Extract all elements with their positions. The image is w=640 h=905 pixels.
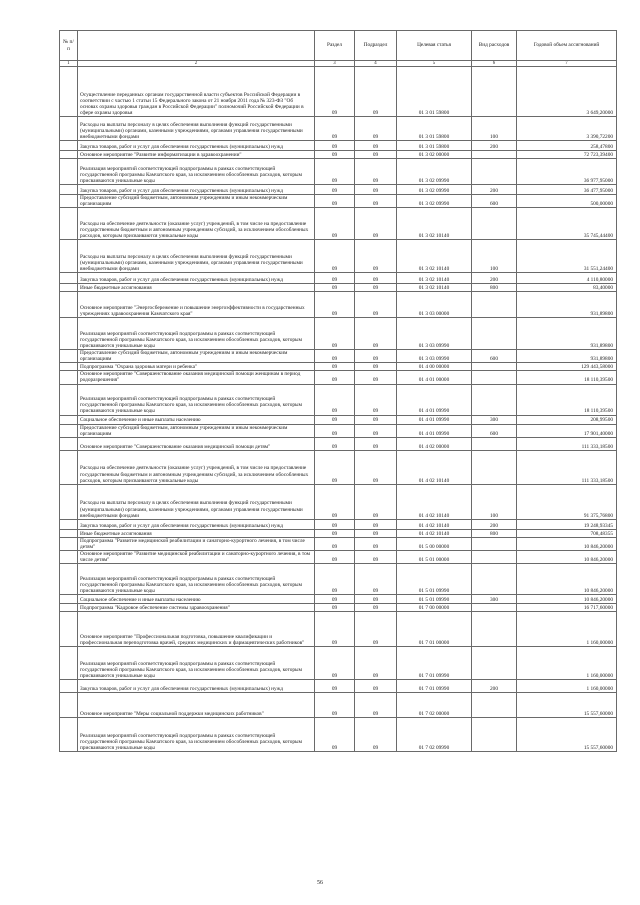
row-razdel: 09 [315, 292, 355, 318]
table-row [60, 318, 617, 350]
row-article: 01 3 02 09990 [397, 185, 472, 195]
row-amount: 35 745,44400 [517, 208, 617, 240]
row-podrazdel: 09 [355, 384, 397, 415]
table-row [60, 208, 617, 240]
row-amount: 208,99500 [517, 415, 617, 424]
row-amount: 3 649,20000 [517, 67, 617, 117]
row-article: 01 4 02 10140 [397, 519, 472, 529]
row-podrazdel: 09 [355, 604, 397, 612]
row-article: 01 4 01 09990 [397, 384, 472, 415]
row-number-cell [60, 350, 78, 363]
row-razdel: 09 [315, 680, 355, 693]
table-row [60, 185, 617, 195]
row-vid [472, 67, 517, 117]
header-cell: № п/п [60, 31, 78, 61]
row-number-cell [60, 240, 78, 273]
table-row [60, 159, 617, 185]
row-vid: 100 [472, 484, 517, 519]
row-description: Расходы на выплаты персоналу в целях обеспечения выполнения функций государственными (муниципальными) органами, казенными учреждениями, органами управления государственными внебюджетными фондами [78, 117, 315, 141]
table-row [60, 384, 617, 415]
row-number-cell [60, 680, 78, 693]
row-razdel: 09 [315, 273, 355, 284]
row-podrazdel: 09 [355, 67, 397, 117]
row-number-cell [60, 595, 78, 604]
row-amount: 18 110,39500 [517, 371, 617, 384]
row-razdel: 09 [315, 318, 355, 350]
table-row [60, 350, 617, 363]
row-razdel: 09 [315, 384, 355, 415]
row-vid: 200 [472, 185, 517, 195]
row-podrazdel: 09 [355, 159, 397, 185]
row-article: 01 4 00 00000 [397, 363, 472, 371]
row-article: 01 5 01 09990 [397, 595, 472, 604]
appropriations-table [59, 30, 617, 752]
row-vid [472, 604, 517, 612]
row-vid: 200 [472, 519, 517, 529]
row-number-cell [60, 519, 78, 529]
row-number-cell [60, 185, 78, 195]
row-amount: 10 846,20000 [517, 595, 617, 604]
row-amount: 931,89800 [517, 350, 617, 363]
table-row [60, 363, 617, 371]
table-row [60, 424, 617, 437]
row-podrazdel: 09 [355, 612, 397, 647]
row-razdel: 09 [315, 612, 355, 647]
row-razdel: 09 [315, 240, 355, 273]
row-description: Основное мероприятие "Развитие медицинской реабилитации и санаторно-курортного лечения, в том числе детям" [78, 550, 315, 563]
row-amount: 10 846,20000 [517, 564, 617, 595]
row-podrazdel: 09 [355, 284, 397, 292]
row-vid: 600 [472, 195, 517, 208]
row-vid [472, 151, 517, 159]
row-vid: 300 [472, 595, 517, 604]
table-row [60, 151, 617, 159]
row-description: Социальное обеспечение и иные выплаты населению [78, 595, 315, 604]
row-podrazdel: 09 [355, 371, 397, 384]
row-razdel: 09 [315, 363, 355, 371]
row-podrazdel: 09 [355, 195, 397, 208]
row-description: Расходы на обеспечение деятельности (оказание услуг) учреждений, в том числе на предоставление государственным бюджетным и автономным учреждениям субсидий, за исключением обособленных расходов, которым присваиваются уникальные коды [78, 208, 315, 240]
row-number-cell [60, 67, 78, 117]
table-row [60, 693, 617, 718]
row-description: Реализация мероприятий соответствующей подпрограммы в рамках соответствующей государственной программы Камчатского края, за исключением обособленных расходов, которым присваиваются уникальные коды [78, 159, 315, 185]
row-number-cell [60, 141, 78, 151]
row-razdel: 09 [315, 529, 355, 537]
row-description: Расходы на выплаты персоналу в целях обеспечения выполнения функций государственными (муниципальными) органами, казенными учреждениями, органами управления государственными внебюджетными фондами [78, 484, 315, 519]
table-row [60, 647, 617, 680]
row-podrazdel: 09 [355, 519, 397, 529]
row-description: Реализация мероприятий соответствующей подпрограммы в рамках соответствующей государственной программы Камчатского края, за исключением обособленных расходов, которым присваиваются уникальные коды [78, 718, 315, 752]
table-row [60, 604, 617, 612]
row-amount: 10 846,20000 [517, 550, 617, 563]
row-article: 01 3 02 09990 [397, 195, 472, 208]
row-razdel: 09 [315, 647, 355, 680]
row-article: 01 3 01 59800 [397, 67, 472, 117]
column-number: 3 [315, 61, 355, 67]
row-vid [472, 371, 517, 384]
row-number-cell [60, 718, 78, 752]
page-number: 56 [317, 880, 323, 886]
row-razdel: 09 [315, 550, 355, 563]
table-row [60, 529, 617, 537]
column-number: 7 [517, 61, 617, 67]
row-amount: 1 160,00000 [517, 647, 617, 680]
row-number-cell [60, 424, 78, 437]
row-amount: 10 846,20000 [517, 537, 617, 550]
row-razdel: 09 [315, 350, 355, 363]
row-description: Закупка товаров, работ и услуг для обеспечения государственных (муниципальных) нужд [78, 273, 315, 284]
row-podrazdel: 09 [355, 185, 397, 195]
row-razdel: 09 [315, 151, 355, 159]
row-razdel: 09 [315, 284, 355, 292]
row-article: 01 3 02 00000 [397, 151, 472, 159]
column-number: 6 [472, 61, 517, 67]
row-number-cell [60, 384, 78, 415]
row-article: 01 7 01 00000 [397, 612, 472, 647]
row-razdel: 09 [315, 718, 355, 752]
row-razdel: 09 [315, 415, 355, 424]
row-number-cell [60, 537, 78, 550]
row-amount: 19 248,93345 [517, 519, 617, 529]
row-description: Иные бюджетные ассигнования [78, 284, 315, 292]
row-amount: 111 333,18500 [517, 437, 617, 450]
row-description: Предоставление субсидий бюджетным, автономным учреждениям и иным некоммерческим организациям [78, 350, 315, 363]
row-podrazdel: 09 [355, 208, 397, 240]
row-article: 01 3 01 59800 [397, 141, 472, 151]
row-number-cell [60, 159, 78, 185]
row-podrazdel: 09 [355, 680, 397, 693]
row-number-cell [60, 195, 78, 208]
table-row [60, 371, 617, 384]
row-razdel: 09 [315, 208, 355, 240]
row-vid [472, 208, 517, 240]
row-razdel: 09 [315, 437, 355, 450]
row-amount: 708,48355 [517, 529, 617, 537]
row-podrazdel: 09 [355, 350, 397, 363]
row-amount: 931,89800 [517, 318, 617, 350]
row-article: 01 3 01 59800 [397, 117, 472, 141]
row-article: 01 3 03 09990 [397, 350, 472, 363]
table-row [60, 484, 617, 519]
row-razdel: 09 [315, 450, 355, 484]
row-number-cell [60, 363, 78, 371]
row-podrazdel: 09 [355, 437, 397, 450]
table-row [60, 117, 617, 141]
row-amount: 15 557,60000 [517, 693, 617, 718]
row-number-cell [60, 273, 78, 284]
row-podrazdel: 09 [355, 529, 397, 537]
row-vid [472, 363, 517, 371]
table-row [60, 141, 617, 151]
row-description: Расходы на обеспечение деятельности (оказание услуг) учреждений, в том числе на предоставление государственным бюджетным и автономным учреждениям субсидий, за исключением обособленных расходов, которым присваиваются уникальные коды [78, 450, 315, 484]
row-number-cell [60, 550, 78, 563]
row-article: 01 3 02 10140 [397, 273, 472, 284]
row-description: Расходы на выплаты персоналу в целях обеспечения выполнения функций государственными (муниципальными) органами, казенными учреждениями, органами управления государственными внебюджетными фондами [78, 240, 315, 273]
row-podrazdel: 09 [355, 564, 397, 595]
table-row [60, 718, 617, 752]
table-row [60, 564, 617, 595]
row-razdel: 09 [315, 484, 355, 519]
row-podrazdel: 09 [355, 450, 397, 484]
row-amount: 1 160,00000 [517, 680, 617, 693]
row-article: 01 4 01 00000 [397, 371, 472, 384]
row-amount: 16 717,60000 [517, 604, 617, 612]
row-description: Закупка товаров, работ и услуг для обеспечения государственных (муниципальных) нужд [78, 680, 315, 693]
row-amount: 91 375,76800 [517, 484, 617, 519]
row-vid: 100 [472, 240, 517, 273]
row-article: 01 4 02 00000 [397, 437, 472, 450]
row-razdel: 09 [315, 195, 355, 208]
row-podrazdel: 09 [355, 537, 397, 550]
row-description: Предоставление субсидий бюджетным, автономным учреждениям и иным некоммерческим организациям [78, 195, 315, 208]
row-podrazdel: 09 [355, 550, 397, 563]
header-cell [78, 31, 315, 61]
row-razdel: 09 [315, 141, 355, 151]
row-description: Реализация мероприятий соответствующей подпрограммы в рамках соответствующей государственной программы Камчатского края, за исключением обособленных расходов, которым присваиваются уникальные коды [78, 647, 315, 680]
row-vid [472, 159, 517, 185]
row-amount: 72 723,39400 [517, 151, 617, 159]
row-vid: 600 [472, 350, 517, 363]
row-description: Закупка товаров, работ и услуг для обеспечения государственных (муниципальных) нужд [78, 519, 315, 529]
row-vid [472, 292, 517, 318]
row-podrazdel: 09 [355, 424, 397, 437]
row-description: Основное мероприятие "Совершенствование оказания медицинской помощи детям" [78, 437, 315, 450]
row-razdel: 09 [315, 424, 355, 437]
row-amount: 4 110,80000 [517, 273, 617, 284]
row-number-cell [60, 484, 78, 519]
column-number: 1 [60, 61, 78, 67]
row-vid: 300 [472, 415, 517, 424]
row-article: 01 4 02 10140 [397, 529, 472, 537]
row-amount: 18 110,39500 [517, 384, 617, 415]
table-row [60, 550, 617, 563]
row-article: 01 7 02 00000 [397, 693, 472, 718]
row-description: Основное мероприятие "Энергосбережение и повышение энергоэффективности в государственных учреждениях здравоохранения Камчатского края" [78, 292, 315, 318]
header-cell: Годовой объем ассигнований [517, 31, 617, 61]
table-row [60, 67, 617, 117]
column-number: 2 [78, 61, 315, 67]
row-vid [472, 564, 517, 595]
row-description: Закупка товаров, работ и услуг для обеспечения государственных (муниципальных) нужд [78, 185, 315, 195]
row-podrazdel: 09 [355, 117, 397, 141]
row-description: Реализация мероприятий соответствующей подпрограммы в рамках соответствующей государственной программы Камчатского края, за исключением обособленных расходов, которым присваиваются уникальные коды [78, 564, 315, 595]
row-vid [472, 384, 517, 415]
row-vid [472, 612, 517, 647]
row-number-cell [60, 647, 78, 680]
table-body [60, 67, 617, 752]
column-number: 4 [355, 61, 397, 67]
row-vid: 200 [472, 273, 517, 284]
row-razdel: 09 [315, 564, 355, 595]
row-description: Основное мероприятие "Профессиональная подготовка, повышение квалификации и профессиональная переподготовка врачей, средних медицинских и фармацевтических работников" [78, 612, 315, 647]
row-article: 01 3 03 00000 [397, 292, 472, 318]
row-podrazdel: 09 [355, 415, 397, 424]
row-vid [472, 718, 517, 752]
row-podrazdel: 09 [355, 292, 397, 318]
table-row [60, 450, 617, 484]
row-amount: 129 443,58000 [517, 363, 617, 371]
row-amount: 83,40000 [517, 284, 617, 292]
row-razdel: 09 [315, 519, 355, 529]
table-row [60, 519, 617, 529]
row-podrazdel: 09 [355, 647, 397, 680]
row-amount: 36 977,95000 [517, 159, 617, 185]
row-description: Подпрограмма "Охрана здоровья матери и ребенка" [78, 363, 315, 371]
table-row [60, 195, 617, 208]
row-vid: 200 [472, 680, 517, 693]
row-article: 01 7 02 09990 [397, 718, 472, 752]
row-podrazdel: 09 [355, 595, 397, 604]
row-vid: 800 [472, 529, 517, 537]
row-description: Закупка товаров, работ и услуг для обеспечения государственных (муниципальных) нужд [78, 141, 315, 151]
row-description: Основное мероприятие "Меры социальной поддержки медицинских работников" [78, 693, 315, 718]
row-vid [472, 537, 517, 550]
table-row [60, 415, 617, 424]
row-article: 01 3 02 10140 [397, 240, 472, 273]
table-header [60, 31, 617, 67]
row-description: Иные бюджетные ассигнования [78, 529, 315, 537]
table-row [60, 437, 617, 450]
header-cell: Целевая статья [397, 31, 472, 61]
row-article: 01 3 02 10140 [397, 284, 472, 292]
row-razdel: 09 [315, 693, 355, 718]
row-number-cell [60, 529, 78, 537]
row-razdel: 09 [315, 604, 355, 612]
row-number-cell [60, 612, 78, 647]
row-description: Социальное обеспечение и иные выплаты населению [78, 415, 315, 424]
row-description: Основное мероприятие "Развитие информатизации в здравоохранении" [78, 151, 315, 159]
row-number-cell [60, 292, 78, 318]
row-article: 01 5 01 00000 [397, 550, 472, 563]
row-number-cell [60, 450, 78, 484]
row-vid: 600 [472, 424, 517, 437]
header-cell: Вид расходов [472, 31, 517, 61]
row-podrazdel: 09 [355, 151, 397, 159]
row-description: Подпрограмма "Развитие медицинской реабилитации и санаторно-курортного лечения, в том числе детям" [78, 537, 315, 550]
row-number-cell [60, 604, 78, 612]
row-podrazdel: 09 [355, 693, 397, 718]
row-podrazdel: 09 [355, 273, 397, 284]
header-cell: Подраздел [355, 31, 397, 61]
row-number-cell [60, 415, 78, 424]
row-amount: 1 160,00000 [517, 612, 617, 647]
row-description: Основное мероприятие "Совершенствование оказания медицинской помощи женщинам в период родоразрешения" [78, 371, 315, 384]
row-number-cell [60, 208, 78, 240]
table-row [60, 284, 617, 292]
row-podrazdel: 09 [355, 484, 397, 519]
row-article: 01 4 01 09990 [397, 424, 472, 437]
row-article: 01 5 00 00000 [397, 537, 472, 550]
row-vid [472, 693, 517, 718]
row-vid: 800 [472, 284, 517, 292]
row-amount: 36 477,95000 [517, 185, 617, 195]
column-number: 5 [397, 61, 472, 67]
row-vid [472, 437, 517, 450]
row-razdel: 09 [315, 159, 355, 185]
row-article: 01 7 01 09990 [397, 680, 472, 693]
row-article: 01 3 02 10140 [397, 208, 472, 240]
row-number-cell [60, 284, 78, 292]
row-amount: 17 901,40000 [517, 424, 617, 437]
row-vid [472, 450, 517, 484]
row-amount: 931,89800 [517, 292, 617, 318]
row-razdel: 09 [315, 67, 355, 117]
row-number-cell [60, 371, 78, 384]
row-article: 01 4 01 09990 [397, 415, 472, 424]
row-number-cell [60, 564, 78, 595]
row-number-cell [60, 437, 78, 450]
table-row [60, 537, 617, 550]
row-podrazdel: 09 [355, 141, 397, 151]
row-article: 01 3 03 09990 [397, 318, 472, 350]
row-vid: 200 [472, 141, 517, 151]
row-razdel: 09 [315, 117, 355, 141]
row-amount: 31 551,24400 [517, 240, 617, 273]
row-article: 01 7 01 09990 [397, 647, 472, 680]
row-amount: 15 557,60000 [517, 718, 617, 752]
row-article: 01 7 00 00000 [397, 604, 472, 612]
row-amount: 500,00000 [517, 195, 617, 208]
row-article: 01 4 02 10140 [397, 484, 472, 519]
row-podrazdel: 09 [355, 318, 397, 350]
row-number-cell [60, 117, 78, 141]
row-razdel: 09 [315, 371, 355, 384]
row-number-cell [60, 151, 78, 159]
row-number-cell [60, 693, 78, 718]
row-description: Подпрограмма "Кадровое обеспечение системы здравоохранения" [78, 604, 315, 612]
row-razdel: 09 [315, 537, 355, 550]
row-vid [472, 550, 517, 563]
row-description: Осуществление переданных органам государственной власти субъектов Российской Федерации в соответствии с частью 1 статьи 15 Федерального закона от 21 ноября 2011 года № 323-ФЗ "Об основах охраны здоровья граждан в Российской Федерации" полномочий Российской Федерации в сфере охраны здоровья [78, 67, 315, 117]
row-amount: 258,47800 [517, 141, 617, 151]
row-podrazdel: 09 [355, 240, 397, 273]
row-description: Предоставление субсидий бюджетным, автономным учреждениям и иным некоммерческим организациям [78, 424, 315, 437]
table-row [60, 240, 617, 273]
row-razdel: 09 [315, 595, 355, 604]
row-vid [472, 318, 517, 350]
row-razdel: 09 [315, 185, 355, 195]
row-article: 01 3 02 09990 [397, 159, 472, 185]
header-cell: Раздел [315, 31, 355, 61]
table-row [60, 595, 617, 604]
row-vid [472, 647, 517, 680]
row-amount: 3 390,72200 [517, 117, 617, 141]
row-description: Реализация мероприятий соответствующей подпрограммы в рамках соответствующей государственной программы Камчатского края, за исключением обособленных расходов, которым присваиваются уникальные коды [78, 318, 315, 350]
row-podrazdel: 09 [355, 363, 397, 371]
row-number-cell [60, 318, 78, 350]
row-vid: 100 [472, 117, 517, 141]
row-amount: 111 333,18500 [517, 450, 617, 484]
row-article: 01 4 02 10140 [397, 450, 472, 484]
table-row [60, 612, 617, 647]
table-row [60, 680, 617, 693]
row-article: 01 5 01 09990 [397, 564, 472, 595]
table-row [60, 273, 617, 284]
row-description: Реализация мероприятий соответствующей подпрограммы в рамках соответствующей государственной программы Камчатского края, за исключением обособленных расходов, которым присваиваются уникальные коды [78, 384, 315, 415]
row-podrazdel: 09 [355, 718, 397, 752]
table-row [60, 292, 617, 318]
